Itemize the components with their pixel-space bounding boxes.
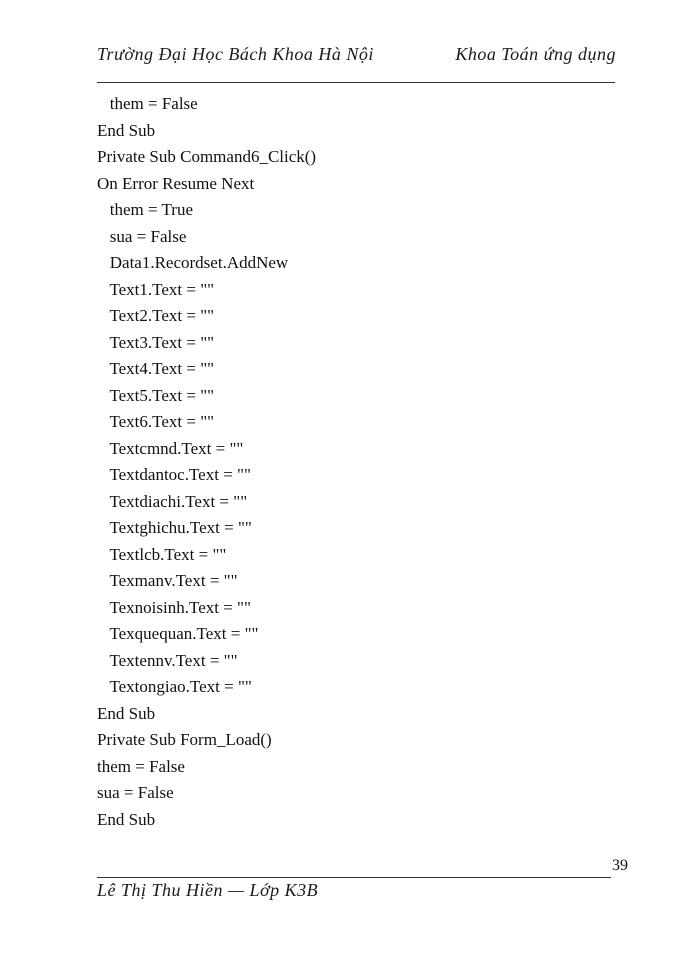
code-line: Private Sub Command6_Click(): [97, 147, 317, 166]
code-listing: [97, 91, 316, 833]
code-line: Textdantoc.Text = "": [97, 465, 251, 484]
code-line: End Sub: [97, 120, 156, 140]
code-line: sua = False: [97, 783, 174, 802]
code-line: them = False: [97, 756, 185, 776]
code-line: Text4.Text = "": [97, 359, 215, 378]
code-line: Texmanv.Text = "": [97, 571, 238, 590]
code-line: Text6.Text = "": [97, 412, 215, 431]
code-line: Textlcb.Text = "": [97, 544, 227, 564]
code-line: Textghichu.Text = "": [97, 518, 252, 537]
code-line: Text3.Text = "": [97, 332, 215, 352]
header-university: Trường Đại Học Bách Khoa Hà Nội: [97, 44, 374, 64]
code-line: Private Sub Form_Load(): [97, 730, 272, 749]
code-line: Textcmnd.Text = "": [97, 438, 244, 458]
code-line: End Sub: [97, 809, 156, 829]
code-line: Texnoisinh.Text = "": [97, 597, 251, 617]
code-line: them = False: [97, 94, 198, 113]
code-line: Textdiachi.Text = "": [97, 491, 248, 511]
code-line: End Sub: [97, 703, 156, 723]
code-line: sua = False: [97, 226, 187, 246]
footer-rule: [97, 877, 611, 878]
code-line: Text5.Text = "": [97, 385, 215, 405]
code-line: On Error Resume Next: [97, 173, 255, 193]
header-rule: [97, 82, 615, 83]
code-line: them = True: [97, 200, 194, 219]
code-line: Data1.Recordset.AddNew: [97, 253, 289, 272]
page-number: 39: [612, 857, 628, 874]
code-line: Text2.Text = "": [97, 306, 215, 325]
code-line: Textennv.Text = "": [97, 650, 238, 670]
code-line: Texquequan.Text = "": [97, 624, 259, 643]
code-line: Textongiao.Text = "": [97, 677, 252, 696]
footer-author: Lê Thị Thu Hiền — Lớp K3B: [97, 880, 319, 900]
code-line: Text1.Text = "": [97, 279, 215, 299]
header-faculty: Khoa Toán ứng dụng: [455, 44, 616, 64]
